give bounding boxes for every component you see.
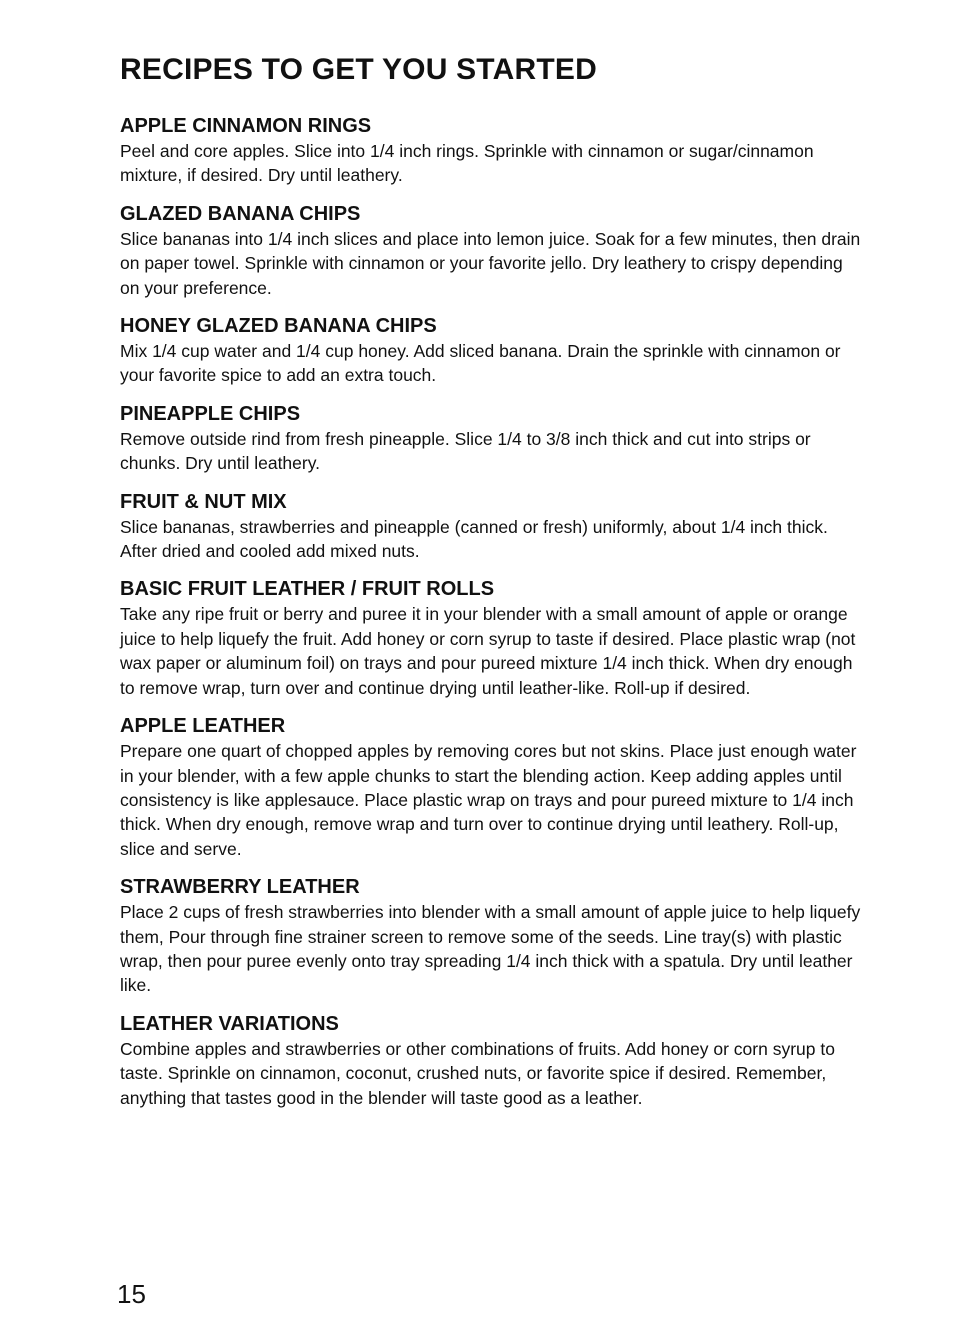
recipe-instructions: Take any ripe fruit or berry and puree it in your blender with a small amount of apple or orange juice to help liquefy the fruit. Add honey or corn syrup to taste if desired. Place plastic wrap (not wax paper or aluminum foil) on trays and pour pureed mixture 1/4 inch thick. When dry enough to remove wrap, turn over and continue drying until leather-like. Roll-up if desired.: [120, 604, 856, 698]
recipe-basic-fruit-leather: [120, 577, 865, 700]
recipe-instructions: Peel and core apples. Slice into 1/4 inch rings. Sprinkle with cinnamon or sugar/cinnamon mixture, if desired. Dry until leathery.: [120, 141, 814, 186]
page-title: RECIPES TO GET YOU STARTED: [120, 53, 597, 86]
recipe-title: LEATHER VARIATIONS: [120, 1012, 339, 1035]
recipe-honey-glazed-banana-chips: [120, 314, 865, 388]
recipe-instructions: Place 2 cups of fresh strawberries into blender with a small amount of apple juice to help liquefy them, Pour through fine strainer screen to remove some of the seeds. Line tray(s) with plastic wrap, then pour puree evenly onto tray spreading 1/4 inch thick with a spatula. Dry until leather like.: [120, 902, 861, 996]
recipe-apple-cinnamon-rings: [120, 114, 865, 188]
recipe-strawberry-leather: [120, 875, 865, 998]
recipe-instructions: Slice bananas, strawberries and pineapple (canned or fresh) uniformly, about 1/4 inch thick. After dried and cooled add mixed nuts.: [120, 516, 828, 562]
recipe-instructions: Mix 1/4 cup water and 1/4 cup honey. Add sliced banana. Drain the sprinkle with cinnamon or your favorite spice to add an extra touch.: [120, 341, 841, 386]
recipe-title: BASIC FRUIT LEATHER / FRUIT ROLLS: [120, 578, 495, 601]
recipe-fruit-and-nut-mix: [120, 490, 865, 564]
recipe-instructions: Slice bananas into 1/4 inch slices and place into lemon juice. Soak for a few minutes, then drain on paper towel. Sprinkle with cinnamon or your favorite jello. Dry leathery to crispy depending on your preference.: [120, 228, 861, 298]
recipe-title: APPLE LEATHER: [120, 715, 286, 738]
recipe-instructions: Combine apples and strawberries or other combinations of fruits. Add honey or corn syrup to taste. Sprinkle on cinnamon, coconut, crushed nuts, or favorite spice if desired. Remember, anything that tastes good in the blender will taste good as a leather.: [120, 1038, 835, 1108]
recipe-instructions: Remove outside rind from fresh pineapple. Slice 1/4 to 3/8 inch thick and cut into strips or chunks. Dry until leathery.: [120, 428, 811, 474]
recipe-pineapple-chips: [120, 402, 865, 476]
recipe-title: GLAZED BANANA CHIPS: [120, 202, 361, 225]
recipe-title: HONEY GLAZED BANANA CHIPS: [120, 315, 437, 338]
recipe-title: FRUIT & NUT MIX: [120, 490, 287, 513]
recipe-title: PINEAPPLE CHIPS: [120, 402, 301, 425]
page-number: 15: [117, 1279, 146, 1309]
recipe-page: [120, 52, 865, 1124]
recipe-leather-variations: [120, 1012, 865, 1110]
recipe-apple-leather: [120, 714, 865, 861]
recipe-glazed-banana-chips: [120, 202, 865, 300]
recipe-instructions: Prepare one quart of chopped apples by removing cores but not skins. Place just enough water in your blender, with a few apple chunks to start the blending action. Keep adding apples until consistency is like applesauce. Place plastic wrap on trays and pour pureed mixture to 1/4 inch thick. When dry enough, remove wrap and turn over to continue drying until leathery. Roll-up, slice and serve.: [120, 741, 857, 859]
recipe-title: STRAWBERRY LEATHER: [120, 876, 360, 899]
recipe-title: APPLE CINNAMON RINGS: [120, 115, 372, 137]
